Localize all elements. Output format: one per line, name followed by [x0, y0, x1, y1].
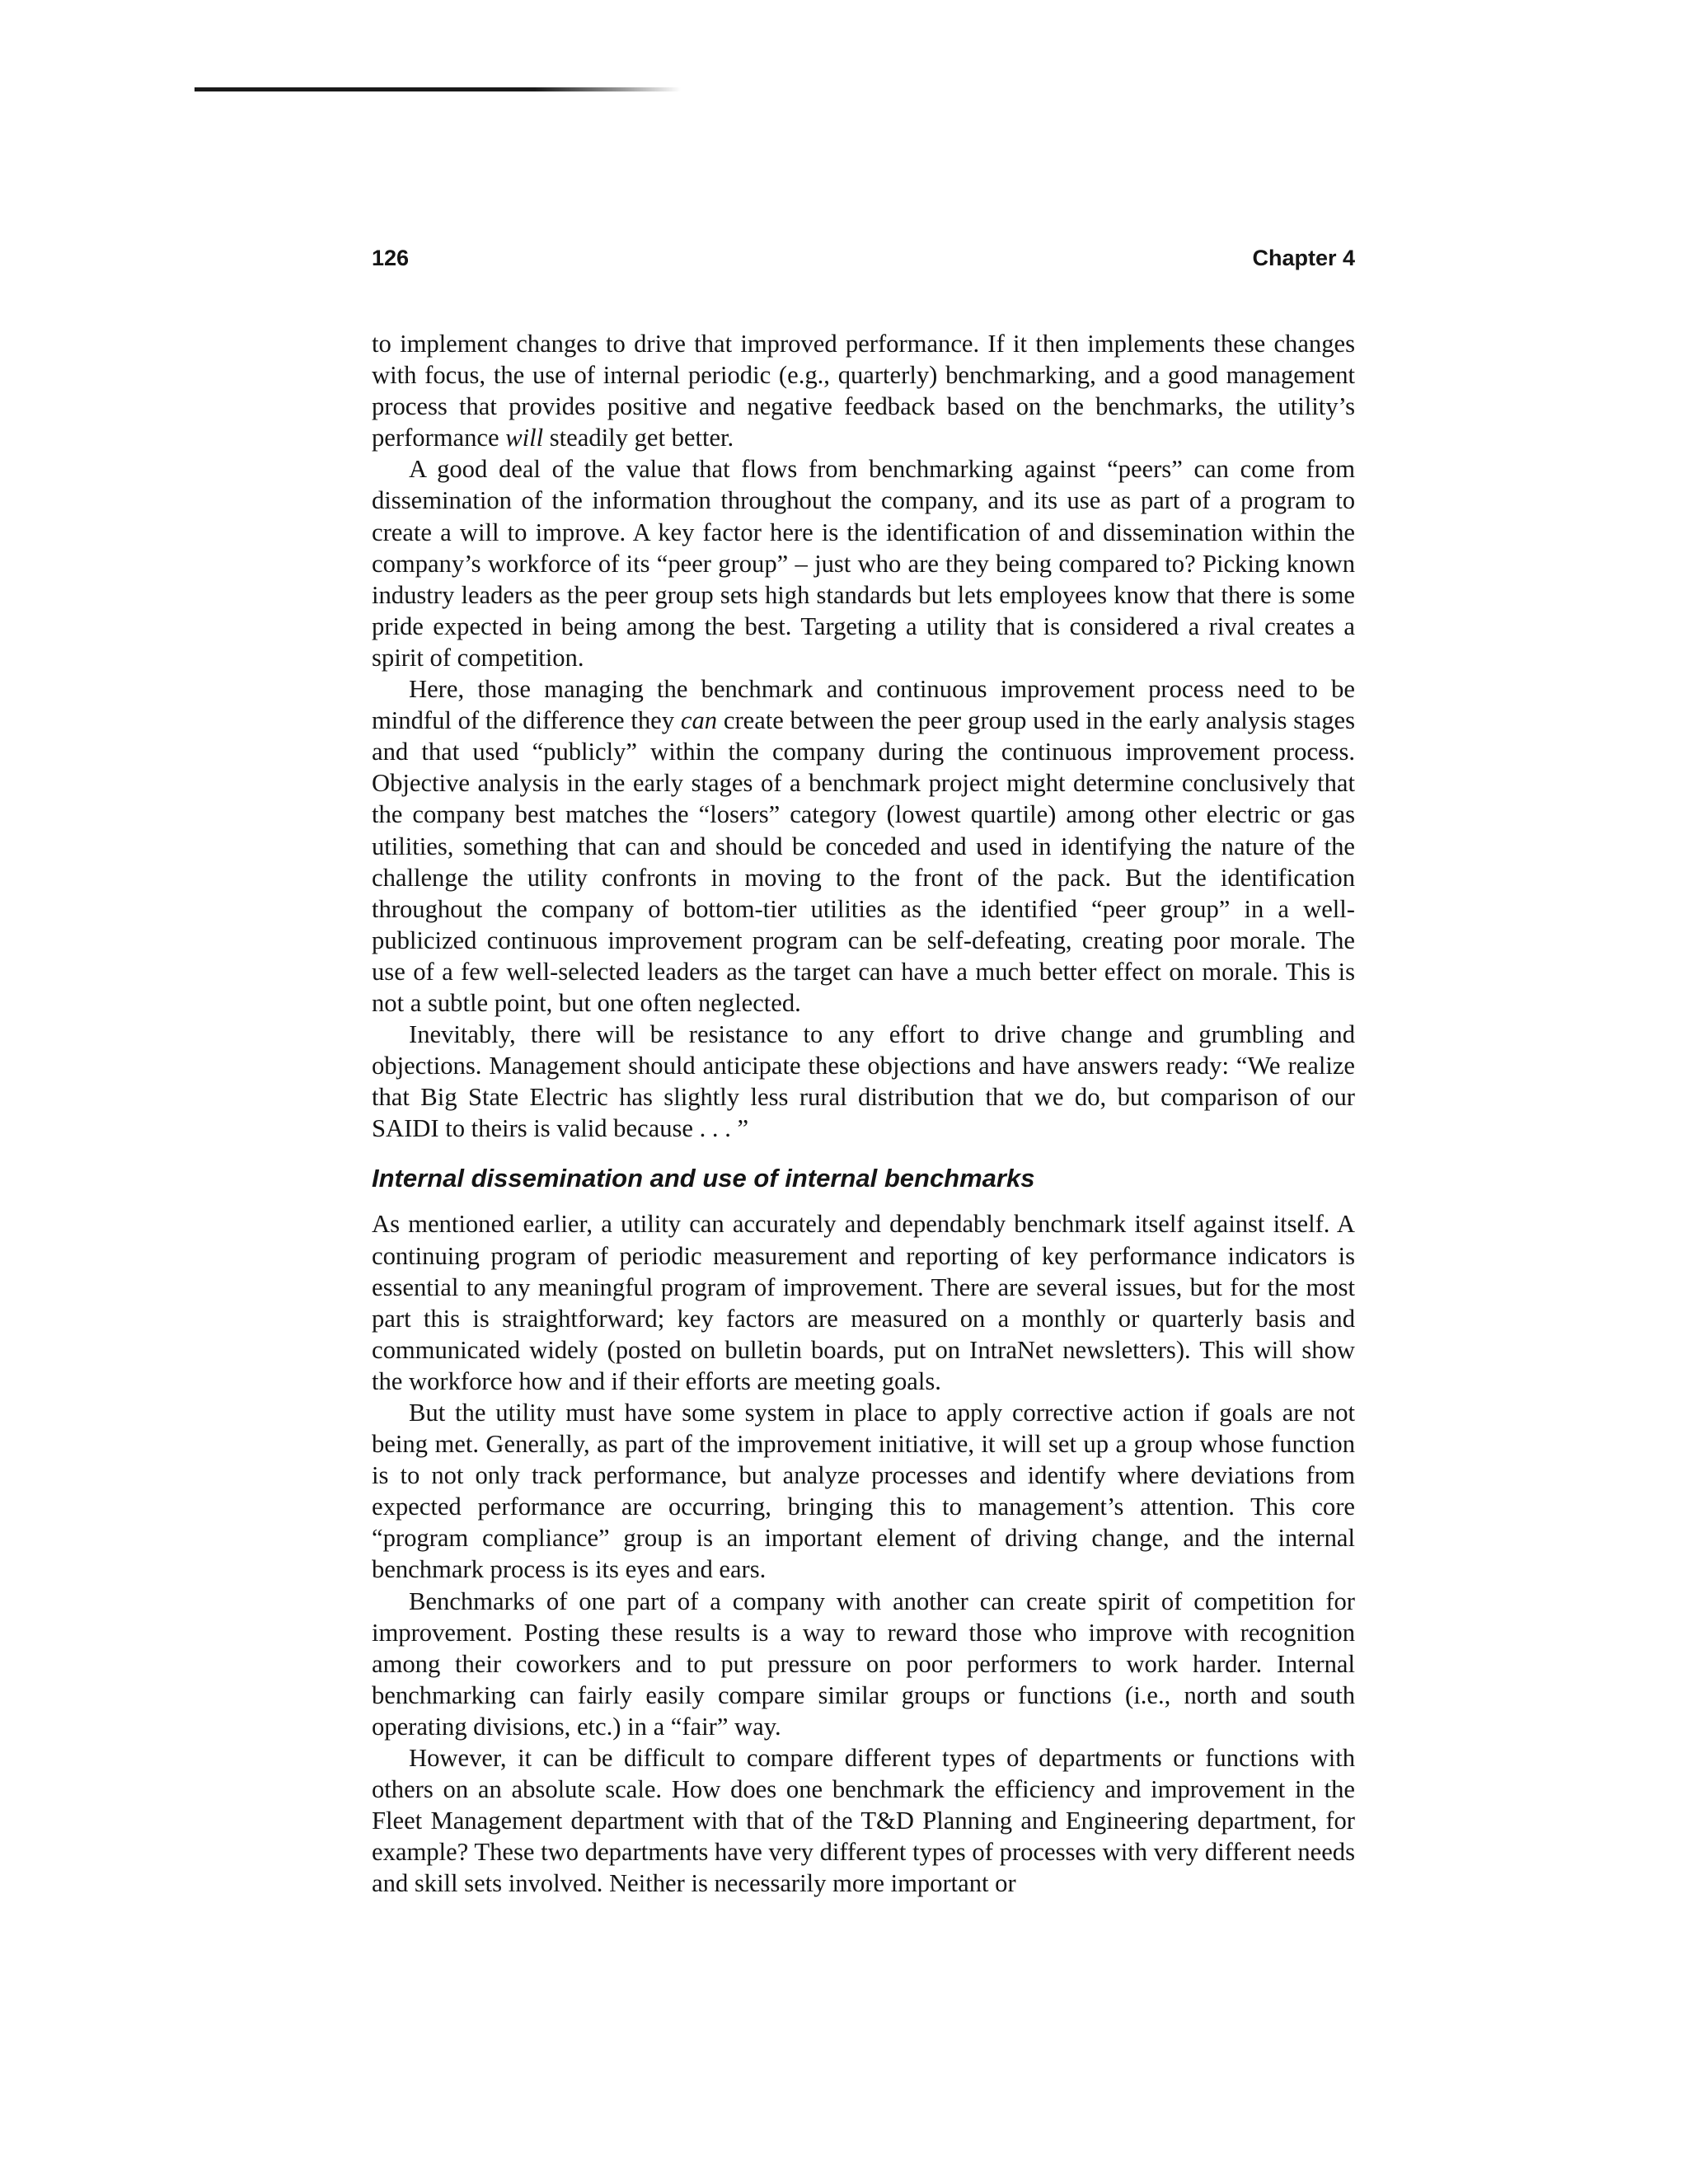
paragraph-3: [372, 673, 1355, 1019]
paragraph-1-text-b: steadily get better.: [543, 424, 734, 452]
chapter-label: Chapter 4: [1252, 246, 1355, 270]
paragraph-1-text-a: to implement changes to drive that improved performance. If it then implements these changes with focus, the use of internal periodic (e.g., quarterly) benchmarking, and a good management process that provides positive and negative feedback based on the benchmarks, the utility’s performance: [372, 330, 1355, 452]
paragraph-4: Inevitably, there will be resistance to any effort to drive change and grumbling and objections. Management should anticipate these objections and have answers ready: “We realize that Big State Electric has slightly less rural distribution that we do, but comparison of our SAIDI to theirs is valid because . . . ”: [372, 1020, 1355, 1143]
top-rule: [195, 87, 681, 91]
paragraph-3-emphasis: can: [680, 706, 718, 735]
paragraph-1-emphasis: will: [505, 424, 544, 452]
paragraph-1: [372, 328, 1355, 453]
page-number: 126: [372, 246, 410, 270]
body-text: [372, 328, 1355, 1900]
section-heading: Internal dissemination and use of internal benchmarks: [372, 1164, 1035, 1193]
paragraph-5: As mentioned earlier, a utility can accurately and dependably benchmark itself against itself. A continuing program of periodic measurement and reporting of key performance indicators is essential to any meaningful program of improvement. There are several issues, but for the most part this is straightforward; key factors are measured on a monthly or quarterly basis and communicated widely (posted on bulletin boards, put on IntraNet newsletters). This will show the workforce how and if their efforts are meeting goals.: [372, 1210, 1355, 1395]
paragraph-3-text-a: Here, those managing the benchmark and continuous improvement process need to be mindful of the difference they: [372, 675, 1355, 735]
paragraph-8: However, it can be difficult to compare different types of departments or functions with others on an absolute scale. How does one benchmark the efficiency and improvement in the Fleet Management department with that of the T&D Planning and Engineering department, for example? These two departments have very different types of processes with very different needs and skill sets involved. Neither is necessarily more important or: [372, 1744, 1355, 1898]
paragraph-6: But the utility must have some system in place to apply corrective action if goals are not being met. Generally, as part of the improvement initiative, it will set up a group whose function is to not only track performance, but analyze processes and identify where deviations from expected performance are occurring, bringing this to management’s attention. This core “program compliance” group is an important element of driving change, and the internal benchmark process is its eyes and ears.: [372, 1399, 1355, 1584]
paragraph-7: Benchmarks of one part of a company with another can create spirit of competition for improvement. Posting these results is a way to reward those who improve with recognition among their coworkers and to put pressure on poor performers to work harder. Internal benchmarking can fairly easily compare similar groups or functions (i.e., north and south operating divisions, etc.) in a “fair” way.: [372, 1586, 1355, 1741]
paragraph-3-text-b: create between the peer group used in the early analysis stages and that used “publicly” within the company during the continuous improvement process. Objective analysis in the early stages of a benchmark project might determine conclusively that the company best matches the “losers” category (lowest quartile) among other electric or gas utilities, something that can and should be conceded and used in identifying the nature of the challenge the utility confronts in moving to the front of the pack. But the identification throughout the company of bottom-tier utilities as the identified “peer group” in a well-publicized continuous improvement program can be self-defeating, creating poor morale. The use of a few well-selected leaders as the target can have a much better effect on morale. This is not a subtle point, but one often neglected.: [372, 706, 1355, 1017]
paragraph-2: A good deal of the value that flows from benchmarking against “peers” can come from dissemination of the information throughout the company, and its use as part of a program to create a will to improve. A key factor here is the identification of and dissemination within the company’s workforce of its “peer group” – just who are they being compared to? Picking known industry leaders as the peer group sets high standards but lets employees know that there is some pride expected in being among the best. Targeting a utility that is considered a rival creates a spirit of competition.: [372, 455, 1355, 672]
